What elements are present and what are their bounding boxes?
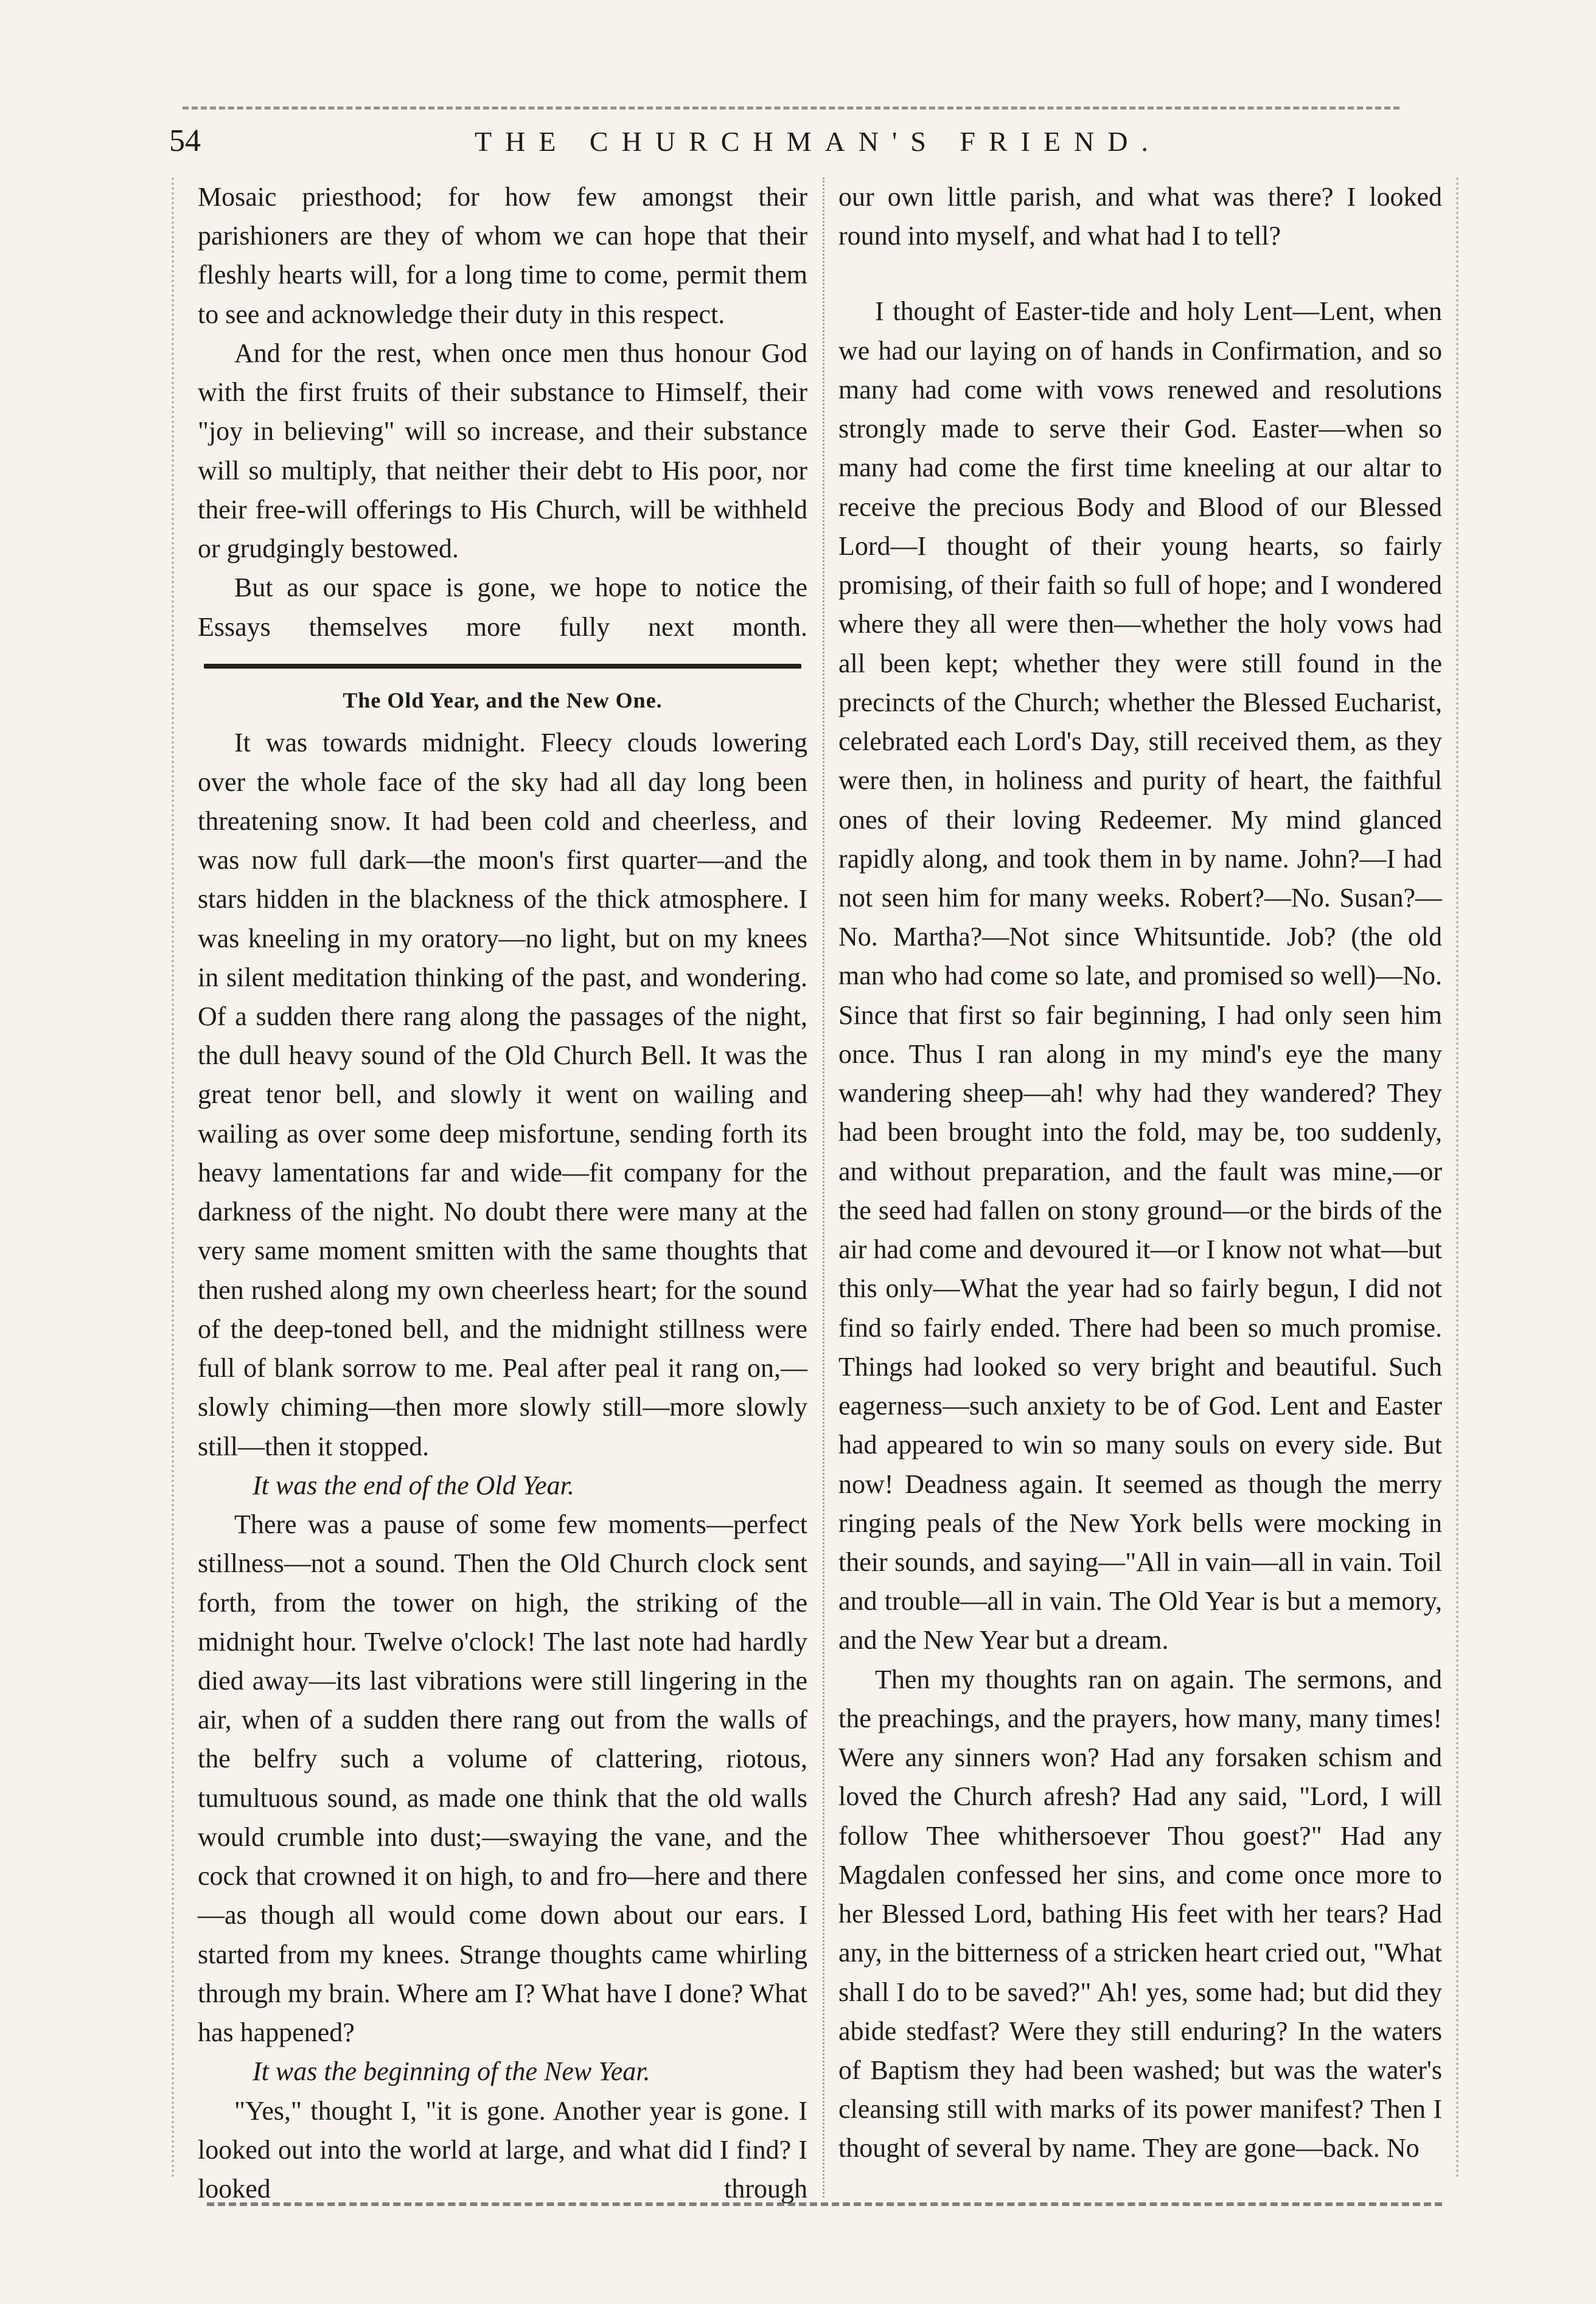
paragraph: I thought of Easter-tide and holy Lent—Lent, when we had our laying on of hands in Confirmation, and so many had come with vows renewed and resolutions strongly made to serve their God. Easter—when so many had come the first time kneeling at our altar to receive the precious Body and Blood of our Blessed Lord—I thought of their young hearts, so fairly promising, of their faith so full of hope; and I wondered where they all were then—whether the holy vows had all been kept; whether they were still found in the precincts of the Church; whether the Blessed Eucharist, celebrated each Lord's Day, still received them, as they were then, in holiness and purity of heart, the faithful ones of their loving Redeemer. My mind glanced rapidly along, and took them in by name. John?—I had not seen him for many weeks. Robert?—No. Susan?—No. Martha?—Not since Whitsuntide. Job? (the old man who had come so late, and promised so well)—No. Since that first so fair beginning, I had only seen him once. Thus I ran along in my mind's eye the many wandering sheep—ah! why had they wandered? They had been brought into the fold, may be, too suddenly, and without preparation, and the fault was mine,—or the seed had fallen on stony ground—or the birds of the air had come and devoured it—or I know not what—but this only—What the year had so fairly begun, I did not find so fairly ended. There had been so much promise. Things had looked so very bright and beautiful. Such eagerness—such anxiety to be of God. Lent and Easter had appeared to win so many souls on every side. But now! Deadness again. It seemed as though the merry ringing peals of the New York bells were mocking in their sounds, and saying—"All in vain—all in vain. Toil and trouble—all in vain. The Old Year is but a memory, and the New Year but a dream.	[838, 296, 1442, 1655]
italic-line: It was the end of the Old Year.	[253, 1470, 574, 1500]
column-divider	[823, 178, 824, 2198]
article-title: The Old Year, and the New One.	[343, 687, 663, 712]
right-column	[838, 178, 1442, 2168]
left-column	[198, 178, 807, 2208]
page-number: 54	[169, 124, 201, 158]
left-margin-marks	[172, 178, 174, 2179]
section-divider	[204, 664, 801, 669]
right-margin-marks	[1456, 178, 1458, 2179]
paragraph: And for the rest, when once men thus honour God with the first fruits of their substance to Himself, their "joy in believing" will so increase, and their substance will so multiply, that neither their debt to His poor, nor their free-will offerings to His Church, will be withheld or grudgingly bestowed.	[198, 338, 807, 564]
paragraph: "Yes," thought I, "it is gone. Another year is gone. I looked out into the world at large, and what did I find? I looked through	[198, 2095, 807, 2204]
bottom-rule	[207, 2202, 1442, 2206]
paragraph: But as our space is gone, we hope to notice the Essays themselves more fully next month.	[198, 573, 807, 642]
paragraph: It was towards midnight. Fleecy clouds lowering over the whole face of the sky had all day long been threatening snow. It had been cold and cheerless, and was now full dark—the moon's first quarter—and the stars hidden in the blackness of the thick atmosphere. I was kneeling in my oratory—no light, but on my knees in silent meditation thinking of the past, and wondering. Of a sudden there rang along the passages of the night, the dull heavy sound of the Old Church Bell. It was the great tenor bell, and slowly it went on wailing and wailing as over some deep misfortune, sending forth its heavy lamentations far and wide—fit company for the darkness of the night. No doubt there were many at the very same moment smitten with the same thoughts that then rushed along my own cheerless heart; for the sound of the deep-toned bell, and the midnight stillness were full of blank sorrow to me. Peal after peal it rang on,—slowly chiming—then more slowly still—more slowly still—then it stopped.	[198, 728, 807, 1461]
running-title: THE CHURCHMAN'S FRIEND.	[475, 126, 1162, 157]
paragraph: Then my thoughts ran on again. The sermons, and the preachings, and the prayers, how many, many times! Were any sinners won? Had any forsaken schism and loved the Church afresh? Had any said, "Lord, I will follow Thee whithersoever Thou goest?" Had any Magdalen confessed her sins, and come once more to her Blessed Lord, bathing His feet with her tears? Had any, in the bitterness of a stricken heart cried out, "What shall I do to be saved?" Ah! yes, some had; but did they abide stedfast? Were they still enduring? In the waters of Baptism they had been washed; but was the water's cleansing still with marks of its power manifest? Then I thought of several by name. They are gone—back. No	[838, 1664, 1442, 2163]
top-rule	[183, 106, 1399, 110]
italic-line: It was the beginning of the New Year.	[253, 2056, 650, 2087]
paragraph: There was a pause of some few moments—perfect stillness—not a sound. Then the Old Church clock sent forth, from the tower on high, the striking of the midnight hour. Twelve o'clock! The last note had hardly died away—its last vibrations were still lingering in the air, when of a sudden there rang out from the walls of the belfry such a volume of clattering, riotous, tumultuous sound, as made one think that the old walls would crumble into dust;—swaying the vane, and the cock that crowned it on high, to and fro—here and there—as though all would come down about our ears. I started from my knees. Strange thoughts came whirling through my brain. Where am I? What have I done? What has happened?	[198, 1509, 807, 2048]
paragraph: our own little parish, and what was there? I looked round into myself, and what had I to tell?	[838, 182, 1442, 251]
paragraph: Mosaic priesthood; for how few amongst their parishioners are they of whom we can hope that their fleshly hearts will, for a long time to come, permit them to see and acknowledge their duty in this respect.	[198, 182, 807, 329]
